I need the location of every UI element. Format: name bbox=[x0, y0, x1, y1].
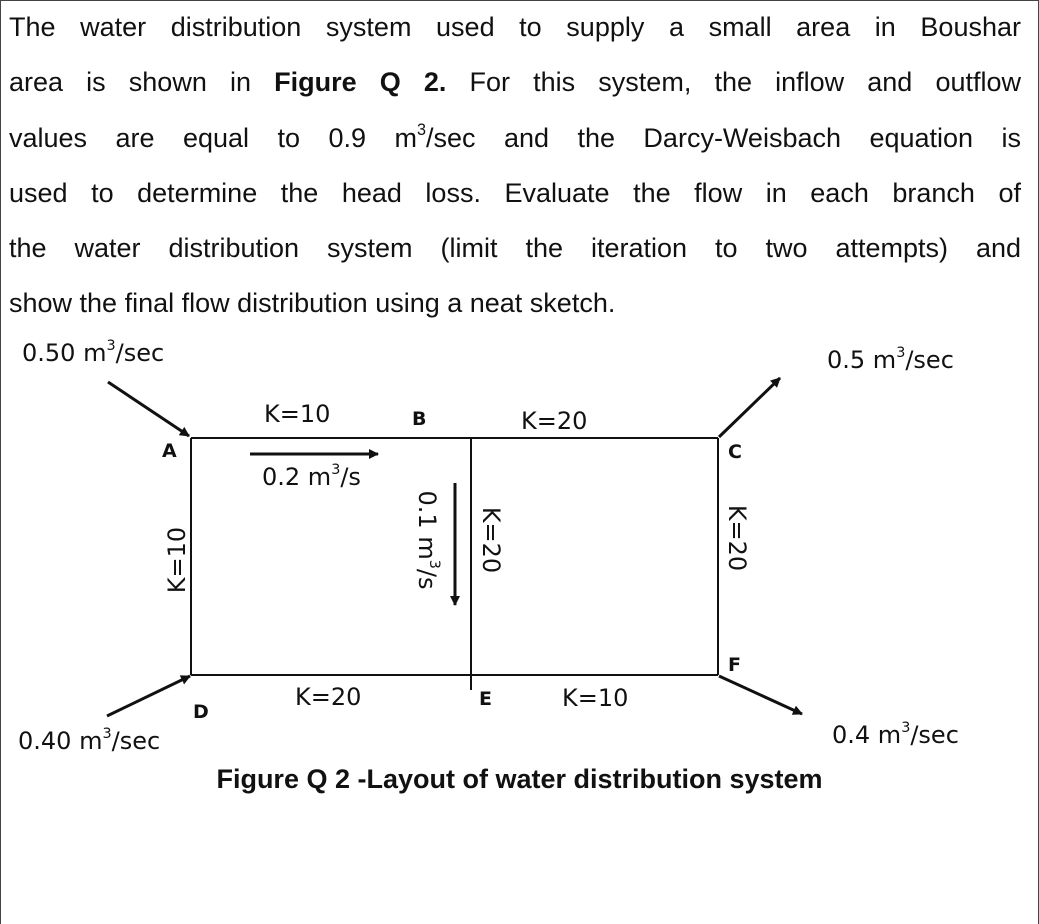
pipe-bc-k-label: K=20 bbox=[521, 407, 588, 435]
inflow-d-label: 0.40 $m^3/\sec$ bbox=[18, 726, 161, 755]
outflow-c-label: 0.5 $m^3/\sec$ bbox=[827, 345, 954, 374]
node-e-label: E bbox=[479, 688, 492, 710]
node-b-label: B bbox=[412, 408, 427, 430]
pipe-be-flow-label: 0.1 $m^3/s$ bbox=[413, 490, 442, 590]
outflow-c-arrow bbox=[719, 378, 780, 437]
question-line: area is shown in Figure Q 2. For this system, the inflow and outflow bbox=[9, 67, 1021, 98]
pipe-de-k-label: K=20 bbox=[295, 683, 362, 711]
node-a-label: A bbox=[162, 440, 177, 462]
question-line: The water distribution system used to supply a small area in Boushar bbox=[9, 12, 1021, 42]
inflow-a-label: 0.50 $m^3/\sec$ bbox=[22, 338, 165, 367]
pipe-ef-k-label: K=10 bbox=[562, 684, 629, 712]
node-d-label: D bbox=[193, 701, 209, 723]
pipe-ad-k-label: K=10 bbox=[163, 526, 191, 594]
inflow-a-arrow bbox=[108, 382, 189, 436]
pipe-be-k-label: K=20 bbox=[477, 506, 505, 574]
inflow-d-arrow bbox=[107, 676, 190, 716]
figure-caption: Figure Q 2 -Layout of water distribution system bbox=[216, 764, 823, 794]
question-line: used to determine the head loss. Evaluate the flow in each branch of bbox=[9, 177, 1021, 208]
node-f-label: F bbox=[728, 654, 741, 676]
pipe-ab-k-label: K=10 bbox=[264, 400, 331, 428]
question-line: the water distribution system (limit the iteration to two attempts) and bbox=[9, 233, 1021, 264]
question-line: show the final flow distribution using a neat sketch. bbox=[9, 288, 616, 319]
question-line: values are equal to 0.9 $m^3/\sec$ and the Darcy-Weisbach equation is bbox=[9, 120, 1021, 153]
pipe-ab-flow-label: 0.2 $m^3/s$ bbox=[262, 462, 361, 491]
outflow-f-arrow bbox=[719, 676, 802, 714]
node-c-label: C bbox=[728, 441, 742, 463]
pipe-cf-k-label: K=20 bbox=[723, 504, 751, 572]
outflow-f-label: 0.4 $m^3/\sec$ bbox=[832, 720, 959, 749]
